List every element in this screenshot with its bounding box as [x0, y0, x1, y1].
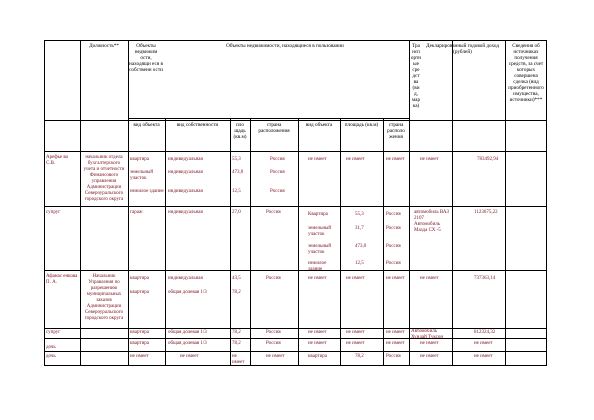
row2-used-area-3: 473,0 — [355, 244, 367, 249]
row3-transport: не имеет — [420, 276, 439, 281]
row2-transport: автомобиль ВАЗ 2107 Автомобиль Мазда СХ -5 — [414, 210, 449, 233]
col-line-8 — [383, 119, 384, 365]
header-used: Объекты недвижимости, находящиеся в пользовании — [226, 43, 344, 49]
row3-used-type: не имеет — [308, 276, 327, 281]
row3-income: 737363,14 — [474, 276, 496, 281]
sub-header-ownership: вид собственности — [176, 122, 219, 128]
col-line-1 — [80, 40, 81, 365]
row4-ownership: общая долевая 1/3 — [168, 330, 207, 335]
row1-used-area: не имеет — [346, 157, 365, 162]
sub-header-line — [128, 118, 409, 119]
row5-used-country: не имеет — [386, 341, 405, 346]
row2-area: 27,0 — [232, 210, 241, 215]
header-transport: Тра нсп ортн ые сре дст ва (ви д, мар ка) — [410, 43, 422, 109]
row2-name: супруг — [46, 210, 61, 215]
row5-ownership: общая долевая 1/3 — [168, 341, 207, 346]
row3-own-type-1: квартира — [130, 276, 149, 281]
row1-ownership-2: индивидуальная — [168, 170, 203, 175]
row6-own-type: не имеет — [130, 354, 149, 359]
row5-country: Россия — [266, 341, 281, 346]
row4-used-country: не имеет — [386, 330, 405, 335]
col-line-3 — [165, 119, 166, 365]
row4-transport: Автомобиль Хундай Туксон — [411, 329, 444, 340]
row2-used-area-1: 55,3 — [355, 212, 364, 217]
col-line-12 — [546, 40, 547, 365]
row2-country: Россия — [266, 210, 281, 215]
row3-name: Афанас енкова П. А. — [46, 274, 78, 285]
row5-transport: не имеет — [420, 341, 439, 346]
row5-used-area: не имеет — [346, 341, 365, 346]
row5-used-type: не имеет — [308, 341, 327, 346]
sub-header-type: вид объекта — [133, 122, 160, 128]
sub-header-used-country: страна располо жения — [387, 122, 405, 140]
row1-country-2: Россия — [270, 170, 285, 175]
row1-used-type: не имеет — [308, 157, 327, 162]
row6-used-country: Россия — [386, 354, 401, 359]
row6-ownership: не имеет — [180, 354, 199, 359]
sub-header-used-area: площадь (кв.м) — [344, 122, 379, 128]
row6-country: не имеет — [266, 354, 285, 359]
sub-header-used-type: вид объекта — [305, 122, 333, 128]
row6-income: не имеет — [474, 354, 493, 359]
header-sources: Сведения об источниках получения средств, за счет которых совершена сделка (вид приобретенного имущества, источники)*** — [508, 43, 544, 103]
header-owned: Объекты недвижим ости, находящи еся в собственн ости — [129, 43, 163, 73]
sub-header-country: страна расположения — [258, 122, 290, 134]
row3-ownership-2: общая долевая 1/3 — [168, 290, 207, 295]
row1-own-type-1: квартира — [130, 157, 149, 162]
row1-own-type-3: нежилое здание — [130, 189, 164, 194]
row1-area-1: 55,3 — [232, 157, 241, 162]
row6-transport: не имеет — [420, 354, 439, 359]
row4-name: супруг — [46, 330, 61, 335]
row6-used-type: квартира — [308, 354, 327, 359]
row2-used-type-2: земельный участок — [308, 226, 332, 237]
row3-own-type-2: квартира — [130, 290, 149, 295]
row1-used-country: не имеет — [386, 157, 405, 162]
row3-used-country: не имеет — [386, 276, 405, 281]
row1-area-3: 12,5 — [232, 189, 241, 194]
row1-country-1: Россия — [270, 157, 285, 162]
row1-transport: не имеет — [420, 157, 439, 162]
row2-used-country-4: Россия — [386, 261, 401, 266]
row2-used-type-4: нежилое здание — [308, 261, 327, 272]
col-line-2 — [128, 40, 129, 365]
col-line-11 — [505, 40, 506, 365]
row2-ownership: индивидуальная — [168, 210, 203, 215]
col-line-0 — [44, 40, 45, 365]
row2-used-country-3: Россия — [386, 244, 401, 249]
row2-used-area-2: 31,7 — [355, 226, 364, 231]
row-divider-2 — [44, 270, 547, 271]
row2-own-type: гараж — [130, 210, 143, 215]
row1-area-2: 473,0 — [232, 170, 244, 175]
row6-area: не имеет — [232, 354, 245, 365]
row3-ownership-1: индивидуальная — [168, 276, 203, 281]
row2-used-area-4: 12,5 — [355, 261, 364, 266]
row5-own-type: квартира — [130, 341, 149, 346]
row4-used-type: не имеет — [308, 330, 327, 335]
col-line-4 — [230, 119, 231, 365]
row1-ownership-1: индивидуальная — [168, 157, 203, 162]
sub-header-bottom — [44, 151, 547, 152]
row2-used-type-3: земельный участок — [308, 244, 332, 255]
table-border-bottom — [44, 365, 547, 366]
row1-own-type-2: земельный участок — [130, 170, 154, 181]
row5-income: не имеет — [474, 341, 493, 346]
row1-ownership-3: индивидуальная — [168, 189, 203, 194]
row3-country: Россия — [266, 276, 281, 281]
col-line-7 — [340, 119, 341, 365]
row4-country: Россия — [266, 330, 281, 335]
row-divider-1 — [44, 206, 547, 207]
row-divider-3 — [44, 328, 547, 329]
row3-area-1: 43,5 — [232, 276, 241, 281]
row4-area: 78,2 — [232, 330, 241, 335]
header-position: Должность** — [89, 43, 119, 49]
row3-position: Начальник Управления по разрешению муниципальных заказов Администрации Североуральского городского округа — [84, 274, 124, 321]
sub-header-area: пло щадь (кв.м) — [233, 122, 247, 140]
row1-position: начальник отдела бухгалтерского учета и отчетности Финансового управления Администрации Североуральского городского округа — [83, 155, 125, 202]
header-income: Декларированный годовой доход (рублей) — [425, 43, 499, 55]
row2-used-country-2: Россия — [386, 226, 401, 231]
row4-income: 812324,32 — [474, 330, 496, 335]
row5-name: дочь — [46, 345, 56, 350]
row1-country-3: Россия — [270, 189, 285, 194]
col-line-6 — [298, 119, 299, 365]
row1-name: Арефье ва С.В. — [46, 155, 68, 166]
row2-used-type-1: Квартира — [308, 212, 328, 217]
row5-area: 78,2 — [232, 341, 241, 346]
row6-used-area: 78,2 — [355, 354, 364, 359]
col-line-10 — [452, 40, 453, 365]
row-divider-5 — [44, 351, 547, 352]
table-border-top — [44, 40, 547, 41]
col-line-5 — [250, 119, 251, 365]
row6-name: дочь — [46, 354, 56, 359]
row2-income: 1123675,22 — [474, 210, 498, 215]
row3-area-2: 78,2 — [232, 290, 241, 295]
row2-used-country-1: Россия — [386, 212, 401, 217]
row-divider-4 — [44, 338, 547, 339]
header-divider — [44, 120, 547, 121]
row1-income: 783492,94 — [477, 157, 499, 162]
row3-used-area: не имеет — [346, 276, 365, 281]
row4-used-area: не имеет — [346, 330, 365, 335]
row4-own-type: квартира — [130, 330, 149, 335]
